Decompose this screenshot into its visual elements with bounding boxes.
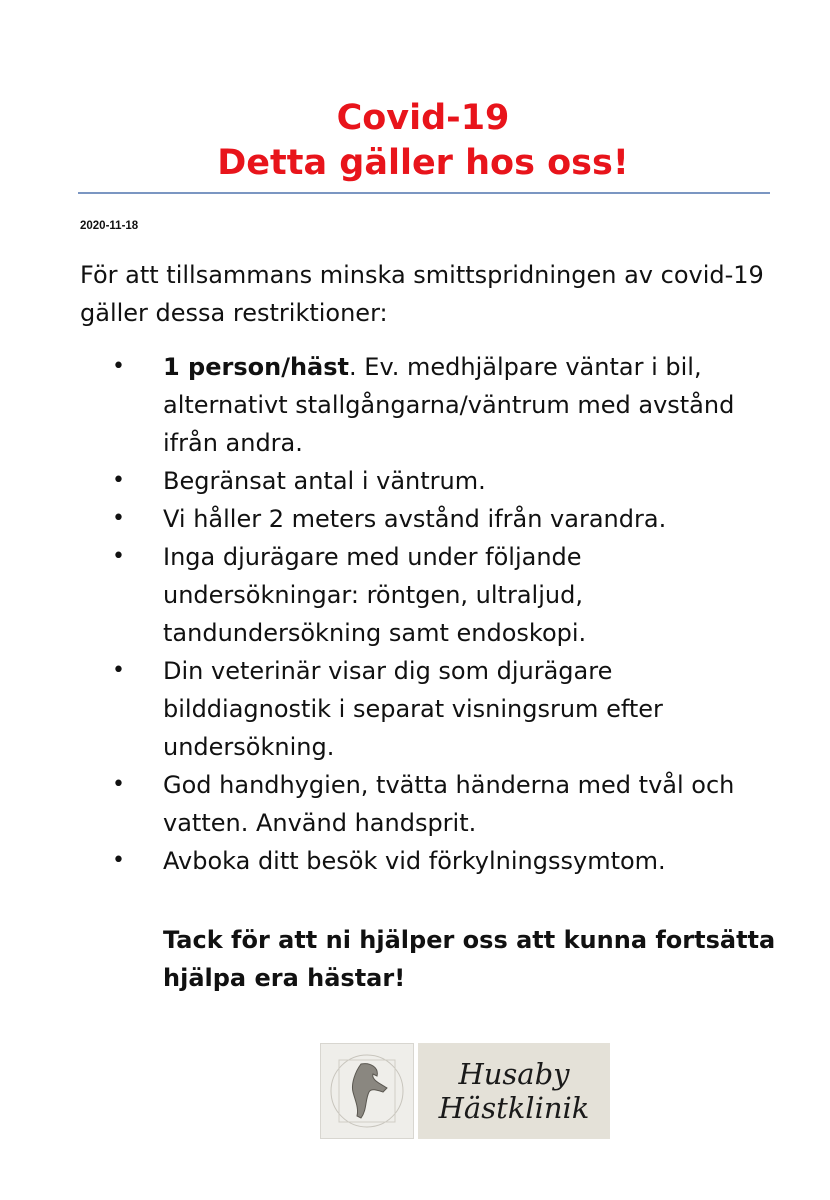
bullet-icon: •: [112, 658, 125, 683]
bullet-icon: •: [112, 544, 125, 569]
rearing-horse-icon: [320, 1043, 414, 1139]
list-item-text: . Ev. medhjälpare väntar i bil, alternativt stallgångarna/väntrum med avstånd ifrån andra.: [163, 353, 735, 457]
list-item: [0, 842, 773, 880]
page-title-line2: Detta gäller hos oss!: [217, 143, 629, 183]
list-item: [0, 500, 773, 538]
list-item-text: Inga djurägare med under följande undersökningar: röntgen, ultraljud, tandundersökning samt endoskopi.: [163, 543, 587, 647]
bullet-icon: •: [112, 506, 125, 531]
page-title-line1: Covid-19: [336, 98, 510, 138]
list-item: [0, 462, 773, 500]
title-divider: [78, 192, 770, 194]
restrictions-list: [0, 348, 830, 880]
clinic-logo: [320, 1043, 610, 1139]
intro-paragraph: För att tillsammans minska smittspridningen av covid-19 gäller dessa restriktioner:: [80, 261, 764, 327]
list-item-text: Avboka ditt besök vid förkylningssymtom.: [163, 847, 666, 875]
bullet-icon: •: [112, 354, 125, 379]
logo-line2: Hästklinik: [438, 1091, 590, 1125]
list-item-text: Vi håller 2 meters avstånd ifrån varandra.: [163, 505, 667, 533]
bullet-icon: •: [112, 468, 125, 493]
list-item-text: Begränsat antal i väntrum.: [163, 467, 486, 495]
thank-you-message: Tack för att ni hjälper oss att kunna fortsätta hjälpa era hästar!: [163, 926, 776, 992]
bullet-icon: •: [112, 772, 125, 797]
document-date: 2020-11-18: [80, 220, 139, 232]
list-item-bold: 1 person/häst: [163, 353, 350, 381]
list-item: [0, 348, 773, 462]
list-item: [0, 538, 773, 652]
logo-line1: Husaby: [458, 1057, 570, 1091]
list-item-text: God handhygien, tvätta händerna med tvål och vatten. Använd handsprit.: [163, 771, 735, 837]
list-item: [0, 766, 773, 842]
list-item: [0, 652, 773, 766]
logo-text: [418, 1043, 610, 1139]
bullet-icon: •: [112, 848, 125, 873]
list-item-text: Din veterinär visar dig som djurägare bilddiagnostik i separat visningsrum efter undersökning.: [163, 657, 663, 761]
